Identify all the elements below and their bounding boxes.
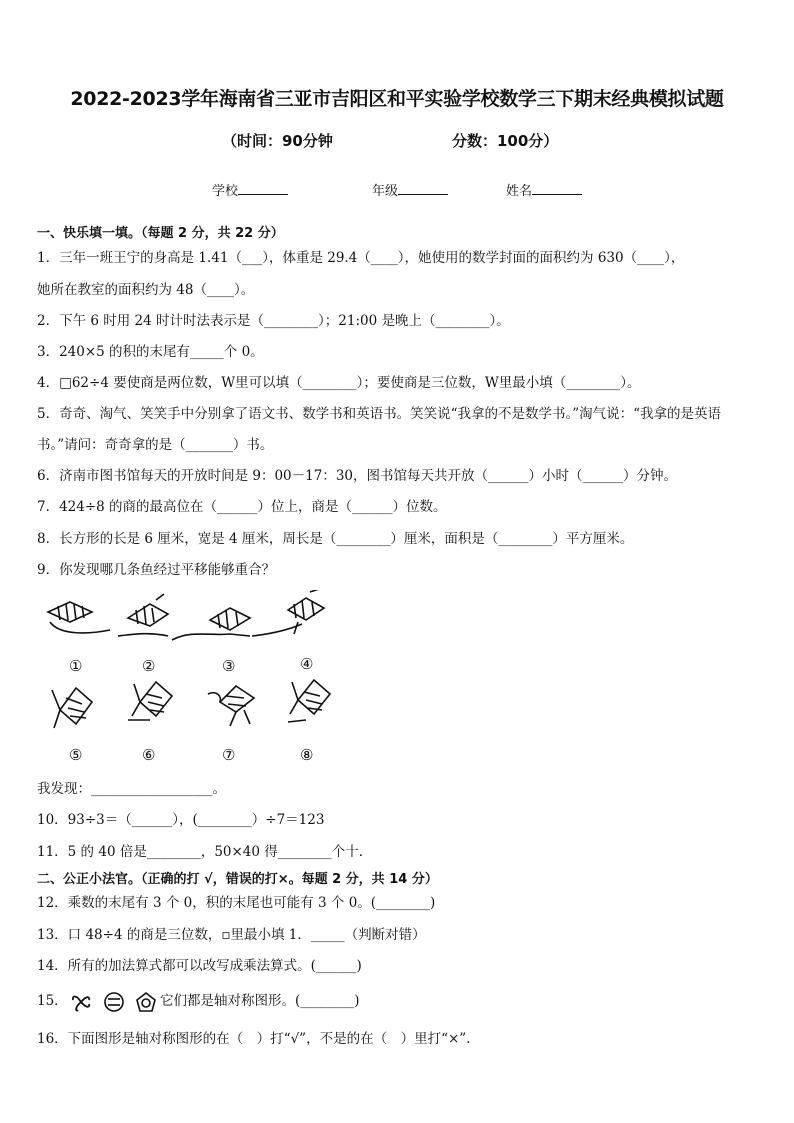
question-15-shapes [70, 990, 160, 1014]
question-6: 6．济南市图书馆每天的开放时间是 9：00－17：30，图书馆每天共开放（______）小时（______）分钟。 [37, 468, 678, 484]
question-15-number: 15． [37, 993, 68, 1009]
total-score: 分数：100分） [452, 132, 559, 150]
section-2-heading: 二、公正小法官。（正确的打 √，错误的打×。每题 2 分，共 14 分） [37, 872, 438, 887]
fish-label-5: ⑤ [69, 746, 83, 764]
fish-7-icon [208, 686, 254, 726]
fish-4-icon [252, 590, 324, 636]
fish-label-4: ④ [300, 655, 314, 673]
question-1-line-2: 她所在教室的面积约为 48（____）。 [37, 282, 255, 298]
fish-label-2: ② [142, 657, 156, 675]
fish-8-icon [288, 680, 330, 722]
question-5-line-1: 5．奇奇、淘气、笑笑手中分别拿了语文书、数学书和英语书。笑笑说“我拿的不是数学书。”淘气说：“我拿的是英语 [37, 406, 722, 422]
fish-3-icon [172, 608, 250, 640]
question-9: 9．你发现哪几条鱼经过平移能够重合？ [37, 562, 276, 578]
grade-field[interactable] [372, 180, 448, 199]
school-label: 学校 [212, 184, 239, 199]
fish-5-icon [52, 688, 92, 728]
question-4: 4．□62÷4 要使商是两位数，W里可以填（________）；要使商是三位数，W里最小填（________）。 [37, 375, 641, 391]
name-label: 姓名 [506, 184, 533, 199]
time-limit: （时间：90分钟 [222, 132, 333, 150]
question-8: 8．长方形的长是 6 厘米，宽是 4 厘米，周长是（________）厘米，面积是（________）平方厘米。 [37, 531, 634, 547]
question-3: 3．240×5 的积的末尾有_____个 0。 [37, 344, 264, 360]
name-field[interactable] [506, 180, 582, 199]
question-9-answer: 我发现：__________________。 [37, 781, 226, 797]
question-16: 16．下面图形是轴对称图形的在（ ）打“√”，不是的在（ ）里打“×”. [37, 1031, 471, 1047]
question-11: 11．5 的 40 倍是________，50×40 得________个十． [37, 844, 373, 860]
question-14: 14．所有的加法算式都可以改写成乘法算式。(______) [37, 958, 362, 974]
pinwheel-icon [73, 997, 89, 1011]
fish-6-icon [128, 682, 172, 720]
question-10: 10．93÷3＝（______），(________）÷7＝123 [37, 812, 325, 828]
question-15-text: 它们都是轴对称图形。(________) [160, 993, 360, 1009]
fish-2-icon [118, 594, 168, 636]
school-field[interactable] [212, 180, 288, 199]
fish-illustration [40, 590, 340, 770]
fish-label-3: ③ [222, 657, 236, 675]
pentagon-icon [137, 993, 155, 1011]
fish-label-1: ① [69, 657, 83, 675]
question-5-line-2: 书。”请问：奇奇拿的是（_______）书。 [37, 437, 274, 453]
question-12: 12．乘数的末尾有 3 个 0，积的末尾也可能有 3 个 0。(________) [37, 895, 436, 911]
fish-1-icon [48, 602, 110, 633]
section-1-heading: 一、快乐填一填。（每题 2 分，共 22 分） [37, 226, 284, 241]
question-1-line-1: 1．三年一班王宁的身高是 1.41（___），体重是 29.4（____），她使用的数学封面的面积约为 630（____）， [37, 250, 685, 266]
page-title: 2022-2023学年海南省三亚市吉阳区和平实验学校数学三下期末经典模拟试题 [70, 88, 724, 110]
question-2: 2．下午 6 时用 24 时计时法表示是（________）；21:00 是晚上（________）。 [37, 313, 510, 329]
fish-label-8: ⑧ [300, 746, 314, 764]
question-7: 7．424÷8 的商的最高位在（______）位上，商是（______）位数。 [37, 499, 447, 515]
fish-label-7: ⑦ [222, 746, 236, 764]
question-13: 13．口 48÷4 的商是三位数，▫里最小填 1．_____（判断对错） [37, 927, 426, 943]
fish-label-6: ⑥ [142, 746, 156, 764]
circle-bars-icon [105, 993, 123, 1011]
grade-label: 年级 [372, 184, 399, 199]
